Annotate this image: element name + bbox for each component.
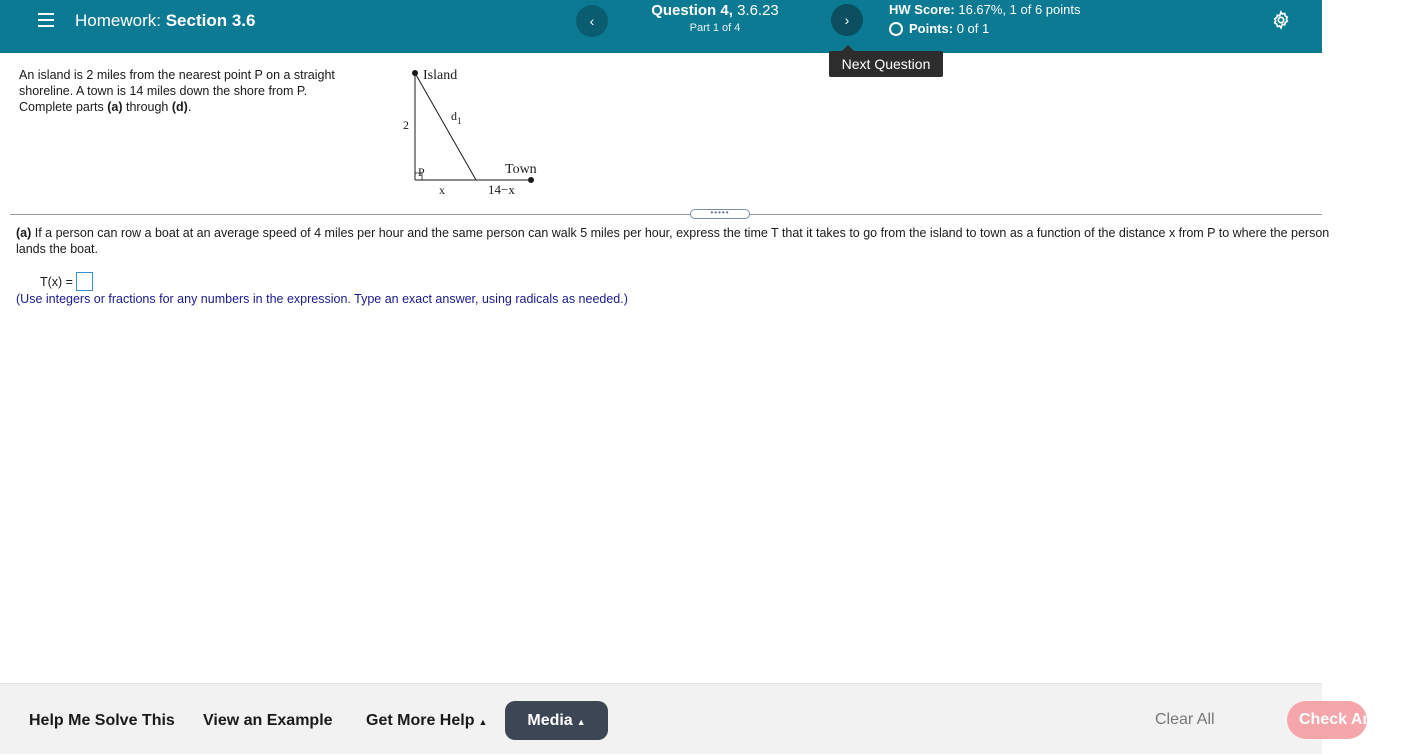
get-more-help-label: Get More Help: [366, 712, 475, 729]
fourteen-minus-x-label: 14−x: [488, 182, 515, 197]
answer-row: [40, 272, 93, 291]
help-me-solve-button[interactable]: Help Me Solve This: [29, 712, 175, 729]
next-question-tooltip: Next Question: [829, 51, 943, 77]
check-answer-button[interactable]: Check Answer: [1287, 701, 1367, 739]
media-button[interactable]: [505, 701, 608, 740]
pane-divider: [10, 214, 1322, 215]
homework-section: Section 3.6: [165, 11, 256, 30]
part-indicator: Part 1 of 4: [689, 22, 741, 34]
two-label: 2: [403, 118, 409, 132]
part-a-question: [16, 225, 1336, 257]
hw-score-value: 16.67%, 1 of 6 points: [958, 2, 1081, 17]
homework-label: Homework:: [75, 11, 161, 30]
view-example-button[interactable]: View an Example: [203, 712, 333, 729]
answer-label: T(x) =: [40, 274, 73, 289]
town-label: Town: [505, 162, 537, 177]
island-point: [412, 70, 418, 76]
hw-score-label: HW Score:: [889, 2, 955, 17]
island-label: Island: [423, 68, 458, 83]
problem-text-3: .: [187, 100, 192, 114]
town-point: [528, 177, 534, 183]
x-label: x: [439, 183, 445, 197]
check-answer-clip: [1287, 684, 1409, 755]
next-question-button[interactable]: [831, 4, 863, 36]
gear-icon[interactable]: [1271, 10, 1291, 30]
clear-all-button[interactable]: Clear All: [1155, 711, 1215, 728]
problem-statement: [19, 67, 364, 115]
homework-title: [75, 11, 255, 31]
caret-up-icon: ▲: [478, 717, 488, 727]
previous-question-button[interactable]: [576, 5, 608, 37]
get-more-help-button[interactable]: [366, 712, 487, 730]
question-id: 3.6.23: [737, 2, 779, 19]
question-label: Question 4,: [651, 2, 733, 19]
divider-handle[interactable]: •••••: [690, 209, 750, 219]
d1-label: $d_1$: [451, 109, 462, 126]
problem-text-2: through: [122, 100, 172, 114]
chevron-right-icon: ›: [844, 12, 850, 28]
points-label: Points:: [909, 21, 954, 36]
p-label: P: [418, 165, 425, 179]
part-a-label: (a): [16, 226, 32, 240]
problem-part-a: (a): [107, 100, 123, 114]
points-circle-icon: [889, 22, 903, 36]
answer-input[interactable]: [76, 272, 93, 291]
top-bar: [0, 0, 1322, 53]
problem-part-d: (d): [171, 100, 188, 114]
problem-figure: [395, 62, 555, 202]
answer-hint: (Use integers or fractions for any numbers in the expression. Type an exact answer, using radicals as needed.): [16, 292, 628, 306]
question-info: [620, 2, 810, 34]
points-value: 0 of 1: [956, 21, 990, 36]
part-a-text: If a person can row a boat at an average speed of 4 miles per hour and the same person can walk 5 miles per hour, express the time T that it takes to go from the island to town as a function of the distance x from P to where the person lands the boat.: [16, 226, 1330, 256]
chevron-left-icon: ‹: [589, 13, 595, 29]
footer-toolbar: [0, 683, 1409, 754]
menu-icon[interactable]: [38, 13, 54, 27]
score-box: [889, 2, 1081, 36]
caret-up-icon: ▲: [576, 717, 586, 727]
problem-text-1: An island is 2 miles from the nearest point P on a straight shoreline. A town is 14 miles down the shore from P. Complete parts: [19, 68, 335, 114]
media-label: Media: [527, 712, 573, 729]
